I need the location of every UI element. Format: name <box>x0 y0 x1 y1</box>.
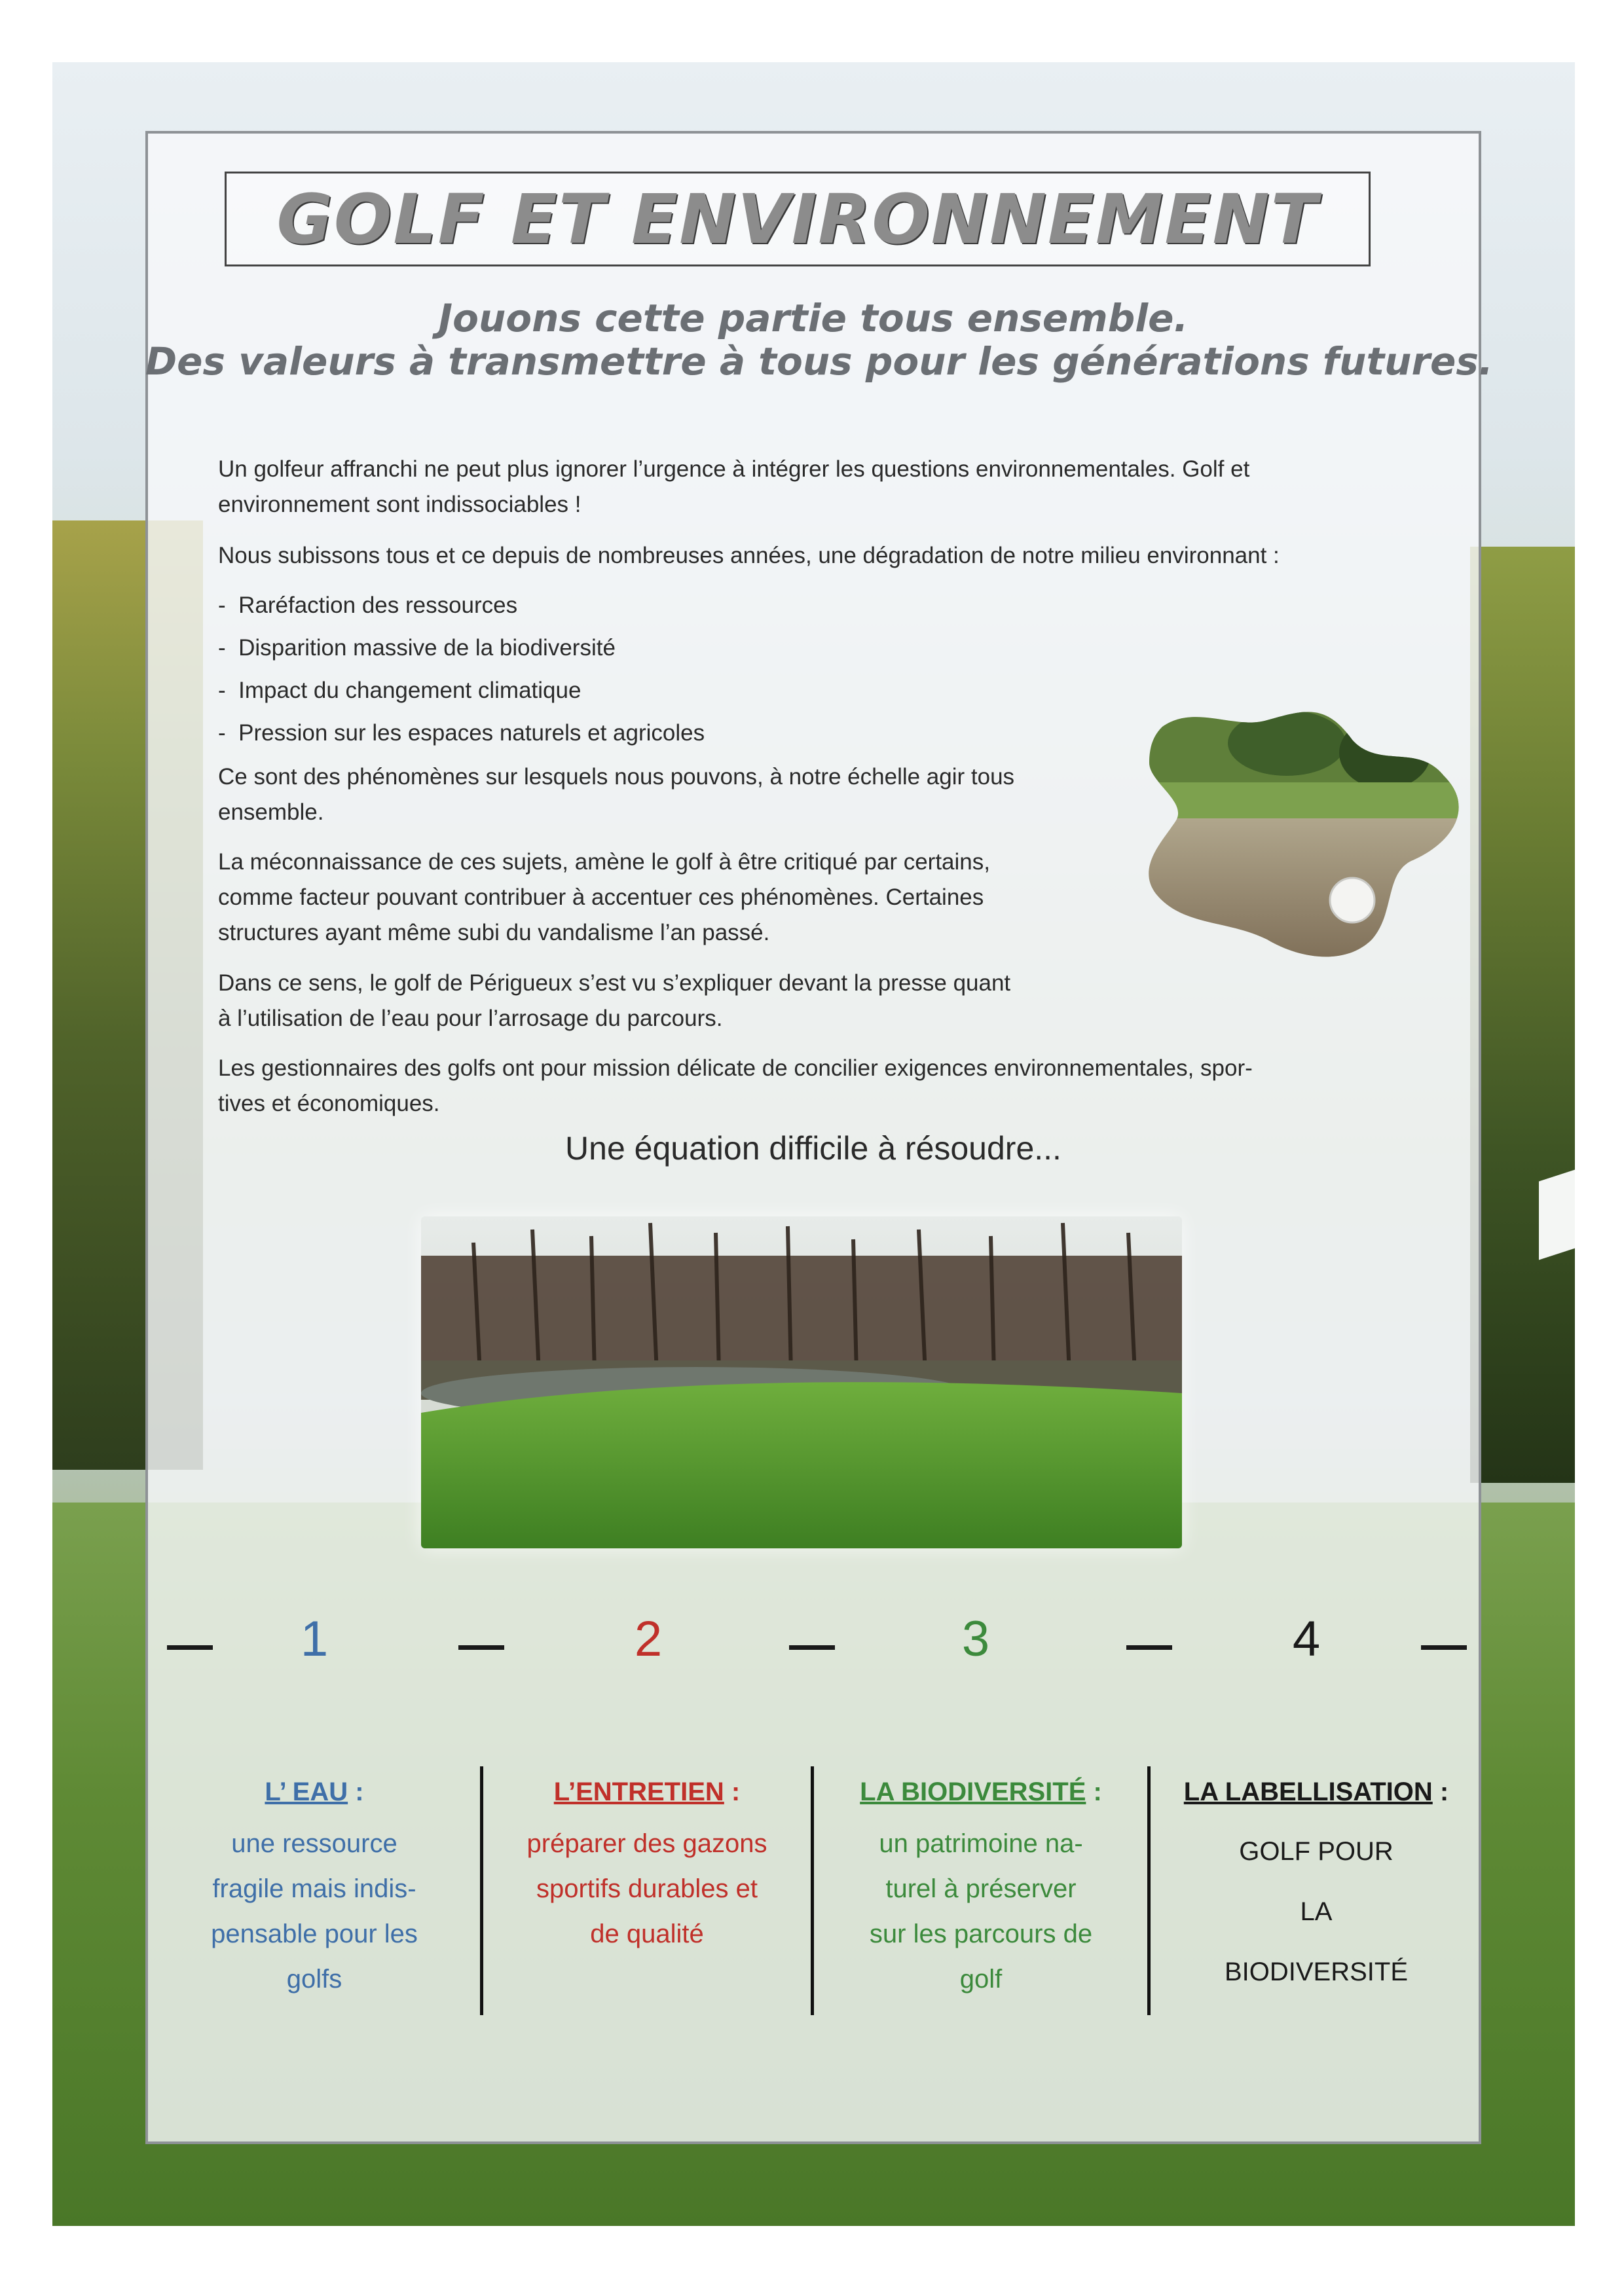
list-item: - Pression sur les espaces naturels et agricoles <box>218 720 705 746</box>
column-body: préparer des gazons sportifs durables et de qualité <box>526 1829 767 1948</box>
number-1: 1 <box>300 1611 329 1667</box>
bullet-marker: - <box>218 720 226 746</box>
list-item: - Disparition massive de la biodiversité <box>218 635 616 661</box>
paragraph-phenomenes-line-2: ensemble. <box>218 799 324 825</box>
page-title: GOLF ET ENVIRONNEMENT <box>276 179 1319 259</box>
bullet-marker: - <box>218 592 226 618</box>
subtitle-line-2: Des valeurs à transmettre à tous pour les générations futures. <box>145 339 1493 384</box>
number-3: 3 <box>961 1611 990 1667</box>
trees-right <box>1470 547 1575 1483</box>
divider-dash <box>1421 1645 1467 1650</box>
column-separator <box>811 1766 814 2015</box>
divider-dash <box>167 1645 213 1650</box>
column-heading: L’ EAU <box>265 1777 348 1806</box>
paragraph-phenomenes-line-1: Ce sont des phénomènes sur lesquels nous pouvons, à notre échelle agir tous <box>218 764 1015 790</box>
number-2: 2 <box>634 1611 663 1667</box>
divider-dash <box>458 1645 504 1650</box>
paragraph-intro-line-2: environnement sont indissociables ! <box>218 492 581 517</box>
paragraph-critique-line-1: La méconnaissance de ces sujets, amène le golf à être critiqué par certains, <box>218 849 990 875</box>
list-item: - Impact du changement climatique <box>218 678 581 703</box>
column-body: un patrimoine na- turel à préserver sur les parcours de golf <box>869 1829 1093 1994</box>
title-box <box>225 172 1371 266</box>
number-4: 4 <box>1292 1611 1321 1667</box>
paragraph-degradation: Nous subissons tous et ce depuis de nombreuses années, une dégradation de notre milieu environnant : <box>218 543 1280 568</box>
paragraph-gestionnaires-line-1: Les gestionnaires des golfs ont pour mission délicate de concilier exigences environnementales, spor- <box>218 1055 1253 1081</box>
paragraph-intro-line-1: Un golfeur affranchi ne peut plus ignorer l’urgence à intégrer les questions environnementales. Golf et <box>218 456 1250 482</box>
column-entretien: L’ENTRETIEN : préparer des gazons sportifs durables et de qualité <box>509 1777 784 1957</box>
equation-heading: Une équation difficile à résoudre... <box>565 1130 1061 1167</box>
column-heading: L’ENTRETIEN <box>553 1777 724 1806</box>
paragraph-gestionnaires-line-2: tives et économiques. <box>218 1091 440 1116</box>
column-eau: L’ EAU : une ressource fragile mais indis- pensable pour les golfs <box>177 1777 452 2002</box>
column-heading: LA BIODIVERSITÉ <box>860 1777 1086 1806</box>
divider-dash <box>789 1645 835 1650</box>
golf-ball-bunker-photo <box>1136 704 1477 962</box>
column-body: une ressource fragile mais indis- pensable pour les golfs <box>211 1829 418 1994</box>
column-separator <box>480 1766 483 2015</box>
paragraph-perigueux-line-1: Dans ce sens, le golf de Périgueux s’est vu s’expliquer devant la presse quant <box>218 970 1011 996</box>
bullet-marker: - <box>218 635 226 661</box>
bullet-marker: - <box>218 678 226 703</box>
flooded-course-photo <box>421 1216 1182 1548</box>
paragraph-perigueux-line-2: à l’utilisation de l’eau pour l’arrosage du parcours. <box>218 1006 723 1031</box>
column-heading: LA LABELLISATION <box>1183 1777 1433 1806</box>
paragraph-critique-line-3: structures ayant même subi du vandalisme l’an passé. <box>218 920 770 945</box>
column-body: GOLF POUR LA BIODIVERSITÉ <box>1224 1837 1409 1986</box>
column-labellisation: LA LABELLISATION : GOLF POUR LA BIODIVERSITÉ <box>1179 1777 1454 2002</box>
paragraph-critique-line-2: comme facteur pouvant contribuer à accentuer ces phénomènes. Certaines <box>218 884 984 910</box>
list-item: - Raréfaction des ressources <box>218 592 518 618</box>
divider-dash <box>1126 1645 1172 1650</box>
column-biodiversite: LA BIODIVERSITÉ : un patrimoine na- turel à préserver sur les parcours de golf <box>843 1777 1118 2002</box>
subtitle-line-1: Jouons cette partie tous ensemble. <box>438 296 1189 340</box>
column-separator <box>1147 1766 1151 2015</box>
